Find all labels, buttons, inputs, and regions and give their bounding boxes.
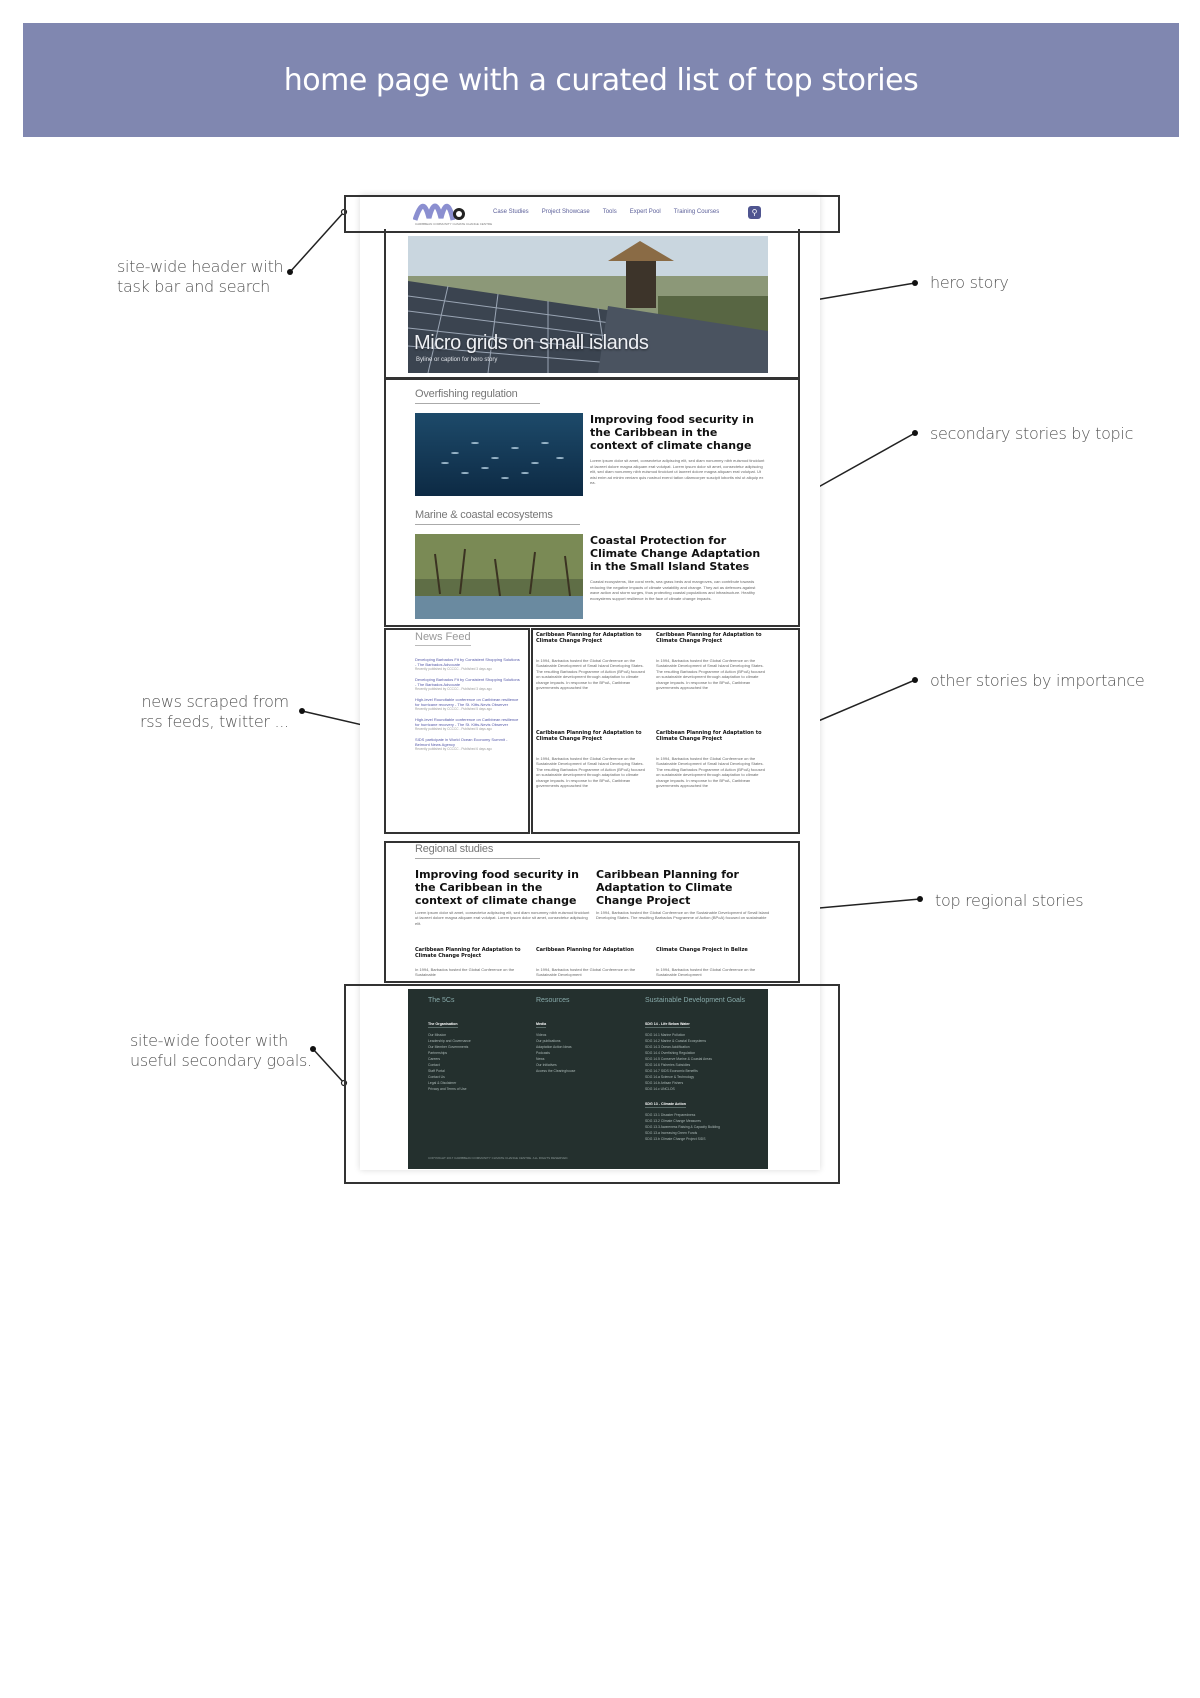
footer-link[interactable]: SDG 13.2 Climate Change Measures: [645, 1119, 701, 1123]
footer-link[interactable]: SDG 13.a Increasing Green Funds: [645, 1131, 698, 1135]
footer-link[interactable]: SDG 14.6 Fisheries Subsidies: [645, 1063, 691, 1067]
footer-link[interactable]: Our publications: [536, 1039, 561, 1043]
footer-link[interactable]: Staff Portal: [428, 1069, 445, 1073]
news-feed-meta: Recently published by CCCCC - Published 3 days ago: [415, 667, 492, 671]
regional-small-title[interactable]: Caribbean Planning for Adaptation: [536, 947, 634, 953]
footer-link[interactable]: Privacy and Terms of Use: [428, 1087, 467, 1091]
footer-link[interactable]: SDG 14.4 Overfishing Regulation: [645, 1051, 696, 1055]
news-feed-link[interactable]: High-level Roundtable conference on Caribbean resilience for hurricane recovery - The St. Kitts-Nevis Observer: [415, 697, 519, 707]
footer-subheading: Media: [536, 1022, 547, 1026]
footer-link[interactable]: SDG 13.1 Disaster Preparedness: [645, 1113, 696, 1117]
hero-story[interactable]: [408, 236, 768, 373]
footer-link[interactable]: SDG 14.3 Ocean Acidification: [645, 1045, 690, 1049]
site-header: [345, 198, 837, 228]
topic-heading-marine[interactable]: Marine & coastal ecosystems: [415, 509, 580, 525]
news-feed-meta: Recently published by CCCCC - Published 5 days ago: [415, 727, 492, 731]
footer-link[interactable]: SDG 14.b Artisan Fishers: [645, 1081, 684, 1085]
story-body-coastal: Coastal ecosystems, like coral reefs, sea grass beds and mangroves, can contribute towards reducing the negative impacts of climate variability and change. They act as defences against wave action and storm surges, thus protecting coastal populations and infrastructure. Healthy ecosystems support resilience in the face of climate change impacts.: [590, 579, 756, 601]
footer-subheading: SDG 14 - Life Below Water: [645, 1022, 690, 1026]
regional-small-body: In 1994, Barbados hosted the Global Conference on the Sustainable Development: [656, 967, 756, 977]
news-feed-meta: Recently published by CCCCC - Published 3 days ago: [415, 687, 492, 691]
footer-link[interactable]: Our Member Governments: [428, 1045, 469, 1049]
footer-link[interactable]: Contact: [428, 1063, 440, 1067]
nav-tools[interactable]: Tools: [602, 209, 617, 215]
footer-copyright: COPYRIGHT 2017 CARIBBEAN COMMUNITY CLIMATE CHANGE CENTRE. ALL RIGHTS RESERVED.: [428, 1156, 569, 1160]
annotation-other: other stories by importance: [930, 671, 1145, 690]
news-feed-link[interactable]: Developing Barbados Fit by Consistent Shopping Solutions - The Barbados Advocate: [415, 677, 520, 687]
search-icon: ⚲: [751, 208, 758, 217]
footer-subheading: The Organisation: [428, 1022, 458, 1026]
site-footer: [408, 989, 768, 1169]
nav-training-courses[interactable]: Training Courses: [673, 209, 720, 215]
news-feed-meta: Recently published by CCCCC - Published 5 days ago: [415, 707, 492, 711]
footer-link[interactable]: News: [536, 1057, 545, 1061]
hero-subtitle: Byline or caption for hero story: [416, 357, 498, 363]
other-story-title[interactable]: Caribbean Planning for Adaptation to Climate Change Project: [536, 632, 642, 644]
topic-heading-overfishing[interactable]: Overfishing regulation: [415, 388, 540, 404]
footer-link[interactable]: SDG 14.2 Marine & Coastal Ecosystems: [645, 1039, 707, 1043]
annotation-footer: site-wide footer with useful secondary goals.: [130, 1031, 312, 1070]
logo-text: CARIBBEAN COMMUNITY CLIMATE CHANGE CENTRE: [415, 222, 493, 226]
story-title-food-security[interactable]: Improving food security in the Caribbean in the context of climate change: [590, 413, 754, 452]
footer-link[interactable]: Partnerships: [428, 1051, 448, 1055]
footer-link[interactable]: Careers: [428, 1057, 441, 1061]
footer-link[interactable]: Contact Us: [428, 1075, 445, 1079]
news-feed-link[interactable]: Developing Barbados Fit by Consistent Shopping Solutions - The Barbados Advocate: [415, 657, 520, 667]
other-story-title[interactable]: Caribbean Planning for Adaptation to Climate Change Project: [656, 730, 762, 742]
news-feed-item[interactable]: [415, 657, 520, 672]
news-feed-link[interactable]: High-level Roundtable conference on Caribbean resilience for hurricane recovery - The St. Kitts-Nevis Observer: [415, 717, 519, 727]
nav-project-showcase[interactable]: Project Showcase: [541, 209, 590, 215]
footer-col-title: The 5Cs: [428, 997, 455, 1004]
footer-col-title: Sustainable Development Goals: [645, 997, 746, 1004]
nav-expert-pool[interactable]: Expert Pool: [629, 209, 661, 215]
footer-link[interactable]: Videos: [536, 1033, 547, 1037]
regional-small-body: In 1994, Barbados hosted the Global Conference on the Sustainable: [415, 967, 515, 977]
story-body-food-security: Lorem ipsum dolor sit amet, consectetur adipiscing elit, sed diam nonummy nibh euismod tincidunt ut laoreet dolore magna aliquam erat volutpat. Lorem ipsum dolor sit amet, consectetur adipiscing elit, sed diam nonummy nibh euismod tincidunt ut laoreet dolore magna aliquam erat volutpat. Ut wisi enim ad minim veniam quis nostrud exerci tation ullamcorper suscipit lobortis nisl ut aliquip ex ea.: [590, 458, 765, 486]
story-title-coastal[interactable]: Coastal Protection for Climate Change Adaptation in the Small Island States: [590, 534, 761, 573]
footer-link[interactable]: Our Initiatives: [536, 1063, 557, 1067]
hero-title: Micro grids on small islands: [414, 332, 649, 354]
footer-link[interactable]: SDG 13.3 Awareness Raising & Capacity Building: [645, 1125, 720, 1129]
banner-title: home page with a curated list of top stories: [283, 62, 919, 98]
regional-story-title[interactable]: Caribbean Planning for Adaptation to Climate Change Project: [596, 868, 739, 907]
other-story-body: In 1994, Barbados hosted the Global Conference on the Sustainable Development of Small Island Developing States. The resulting Barbados Programme of Action (BPoA) focused on sustainable development through adaptation to climate change impacts. In response to the BPoA, Caribbean governments approached the: [656, 658, 765, 691]
footer-link[interactable]: Adaptation Action Ideas: [536, 1045, 572, 1049]
regional-small-title[interactable]: Climate Change Project in Belize: [656, 947, 748, 953]
other-story-body: In 1994, Barbados hosted the Global Conference on the Sustainable Development of Small Island Developing States. The resulting Barbados Programme of Action (BPoA) focused on sustainable development through adaptation to climate change impacts. In response to the BPoA, Caribbean governments approached the: [656, 756, 765, 789]
regional-story-body: Lorem ipsum dolor sit amet, consectetur adipiscing elit, sed diam nonummy nibh euismod tincidunt ut laoreet dolore magna aliquam erat volutpat. Lorem ipsum dolor sit amet, consectetur adipiscing elit.: [415, 910, 590, 926]
footer-link[interactable]: Access the Clearinghouse: [536, 1069, 576, 1073]
annotation-header: site-wide header with task bar and search: [117, 257, 284, 296]
regional-story-title[interactable]: Improving food security in the Caribbean in the context of climate change: [415, 868, 579, 907]
annotation-hero: hero story: [930, 273, 1009, 292]
annotation-secondary: secondary stories by topic: [930, 424, 1134, 443]
news-feed-meta: Recently published by CCCCC - Published 6 days ago: [415, 747, 492, 751]
footer-link[interactable]: SDG 13.b Climate Change Project SIDS: [645, 1137, 706, 1141]
footer-link[interactable]: SDG 14.c UNCLOS: [645, 1087, 675, 1091]
footer-link[interactable]: Legal & Disclaimer: [428, 1081, 457, 1085]
footer-column-5cs: [428, 997, 538, 1092]
story-image-fish[interactable]: [415, 413, 583, 496]
news-feed-item[interactable]: [415, 677, 520, 692]
story-image-mangroves[interactable]: [415, 534, 583, 619]
other-story-title[interactable]: Caribbean Planning for Adaptation to Climate Change Project: [536, 730, 642, 742]
search-button[interactable]: [748, 206, 761, 219]
other-story-title[interactable]: Caribbean Planning for Adaptation to Climate Change Project: [656, 632, 762, 644]
news-feed-item[interactable]: [415, 697, 520, 712]
news-feed-item[interactable]: [415, 737, 520, 752]
footer-link[interactable]: Podcasts: [536, 1051, 550, 1055]
news-feed-link[interactable]: SIDS participate in World Ocean Economy Summit - Belmont News Agency: [415, 737, 508, 747]
footer-link[interactable]: SDG 14.a Science & Technology: [645, 1075, 695, 1079]
footer-link[interactable]: SDG 14.5 Conserve Marine & Coastal Areas: [645, 1057, 712, 1061]
other-story-body: In 1994, Barbados hosted the Global Conference on the Sustainable Development of Small Island Developing States. The resulting Barbados Programme of Action (BPoA) focused on sustainable development through adaptation to climate change impacts. In response to the BPoA, Caribbean governments approached the: [536, 756, 645, 789]
footer-link[interactable]: Our Mission: [428, 1033, 447, 1037]
nav-case-studies[interactable]: Case Studies: [493, 209, 529, 215]
other-story-body: In 1994, Barbados hosted the Global Conference on the Sustainable Development of Small Island Developing States. The resulting Barbados Programme of Action (BPoA) focused on sustainable development through adaptation to climate change impacts. In response to the BPoA, Caribbean governments approached the: [536, 658, 645, 691]
footer-link[interactable]: SDG 14.1 Marine Pollution: [645, 1033, 686, 1037]
footer-column-resources: [536, 997, 646, 1074]
regional-small-body: In 1994, Barbados hosted the Global Conference on the Sustainable Development: [536, 967, 636, 977]
news-feed-list: [415, 657, 520, 757]
regional-story-body: In 1994, Barbados hosted the Global Conference on the Sustainable Development of Small Island Developing States. The resulting Barbados Programme of Action (BPoA) focused on sustainable: [596, 910, 770, 921]
news-feed-title: News Feed: [415, 631, 471, 646]
footer-column-sdg: [645, 997, 755, 1142]
footer-link[interactable]: Leadership and Governance: [428, 1039, 471, 1043]
regional-small-title[interactable]: Caribbean Planning for Adaptation to Climate Change Project: [415, 947, 521, 959]
annotation-news: news scraped from rss feeds, twitter ...: [140, 692, 289, 731]
regional-heading[interactable]: Regional studies: [415, 843, 540, 859]
footer-col-title: Resources: [536, 997, 570, 1004]
annotation-regional: top regional stories: [935, 891, 1084, 910]
nav-bar: [493, 209, 719, 215]
footer-subheading: SDG 13 - Climate Action: [645, 1102, 687, 1106]
news-feed-item[interactable]: [415, 717, 520, 732]
footer-link[interactable]: SDG 14.7 SIDS Economic Benefits: [645, 1069, 698, 1073]
